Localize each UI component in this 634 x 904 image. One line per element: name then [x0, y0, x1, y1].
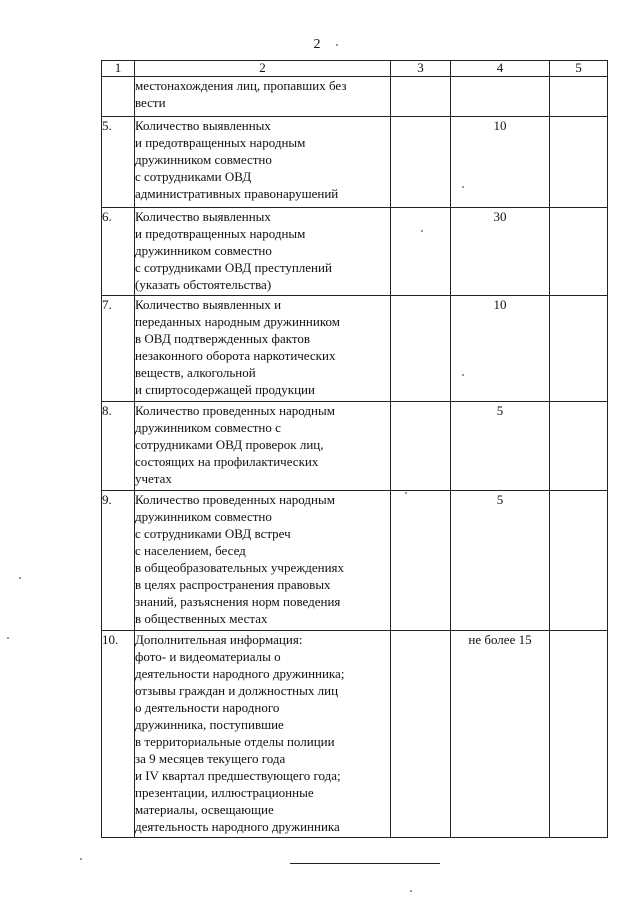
row-col5 — [550, 208, 608, 296]
row-col5 — [550, 631, 608, 838]
row-value: 5 — [451, 491, 550, 631]
row-col5 — [550, 402, 608, 491]
closing-line — [290, 863, 440, 864]
scan-speck — [462, 374, 464, 376]
row-col3 — [391, 402, 451, 491]
row-value: 30 — [451, 208, 550, 296]
row-col3 — [391, 77, 451, 117]
row-value: 5 — [451, 402, 550, 491]
row-col3 — [391, 631, 451, 838]
scan-speck — [410, 890, 412, 892]
row-number: 8. — [102, 402, 135, 491]
table-row — [102, 77, 608, 117]
table-row — [102, 117, 608, 208]
row-value: 10 — [451, 296, 550, 402]
row-number: 5. — [102, 117, 135, 208]
scan-speck — [7, 637, 9, 639]
header-cell-4: 4 — [451, 61, 550, 77]
scan-speck — [19, 577, 21, 579]
row-description: Дополнительная информация: фото- и видеоматериалы о деятельности народного дружинника; отзывы граждан и должностных лиц о деятельности народного дружинника, поступившие в территориальные отделы полиции за 9 месяцев текущего года и IV квартал предшествующего года; презентации, иллюстрационные материалы, освещающие деятельность народного дружинника — [135, 631, 391, 838]
scan-speck — [462, 186, 464, 188]
row-number: 6. — [102, 208, 135, 296]
table-row — [102, 402, 608, 491]
row-col5 — [550, 77, 608, 117]
row-number: 7. — [102, 296, 135, 402]
row-value: 10 — [451, 117, 550, 208]
header-cell-2: 2 — [135, 61, 391, 77]
page-number: 2 — [313, 37, 321, 52]
header-row — [102, 61, 608, 77]
row-description: Количество проведенных народным дружинником совместно с сотрудниками ОВД проверок лиц, состоящих на профилактических учетах — [135, 402, 391, 491]
row-description: Количество проведенных народным дружинником совместно с сотрудниками ОВД встреч с населением, бесед в общеобразовательных учреждениях в целях распространения правовых знаний, разъяснения норм поведения в общественных местах — [135, 491, 391, 631]
row-value — [451, 77, 550, 117]
scan-speck — [336, 44, 338, 46]
row-col5 — [550, 296, 608, 402]
scan-speck — [80, 858, 82, 860]
row-description: Количество выявленных и переданных народным дружинником в ОВД подтвержденных фактов незаконного оборота наркотических веществ, алкогольной и спиртосодержащей продукции — [135, 296, 391, 402]
header-cell-1: 1 — [102, 61, 135, 77]
row-value: не более 15 — [451, 631, 550, 838]
scan-speck — [421, 230, 423, 232]
row-col3 — [391, 491, 451, 631]
row-col3 — [391, 208, 451, 296]
row-description: Количество выявленных и предотвращенных народным дружинником совместно с сотрудниками ОВД преступлений (указать обстоятельства) — [135, 208, 391, 296]
table-row — [102, 296, 608, 402]
table-row — [102, 208, 608, 296]
row-col5 — [550, 491, 608, 631]
row-number: 10. — [102, 631, 135, 838]
row-col3 — [391, 296, 451, 402]
row-col5 — [550, 117, 608, 208]
table-row — [102, 491, 608, 631]
scan-speck — [405, 492, 407, 494]
table-row — [102, 631, 608, 838]
row-number — [102, 77, 135, 117]
row-col3 — [391, 117, 451, 208]
report-table — [101, 60, 608, 838]
row-description: Количество выявленных и предотвращенных народным дружинником совместно с сотрудниками ОВД административных правонарушений — [135, 117, 391, 208]
row-description: местонахождения лиц, пропавших без вести — [135, 77, 391, 117]
row-number: 9. — [102, 491, 135, 631]
header-cell-3: 3 — [391, 61, 451, 77]
header-cell-5: 5 — [550, 61, 608, 77]
